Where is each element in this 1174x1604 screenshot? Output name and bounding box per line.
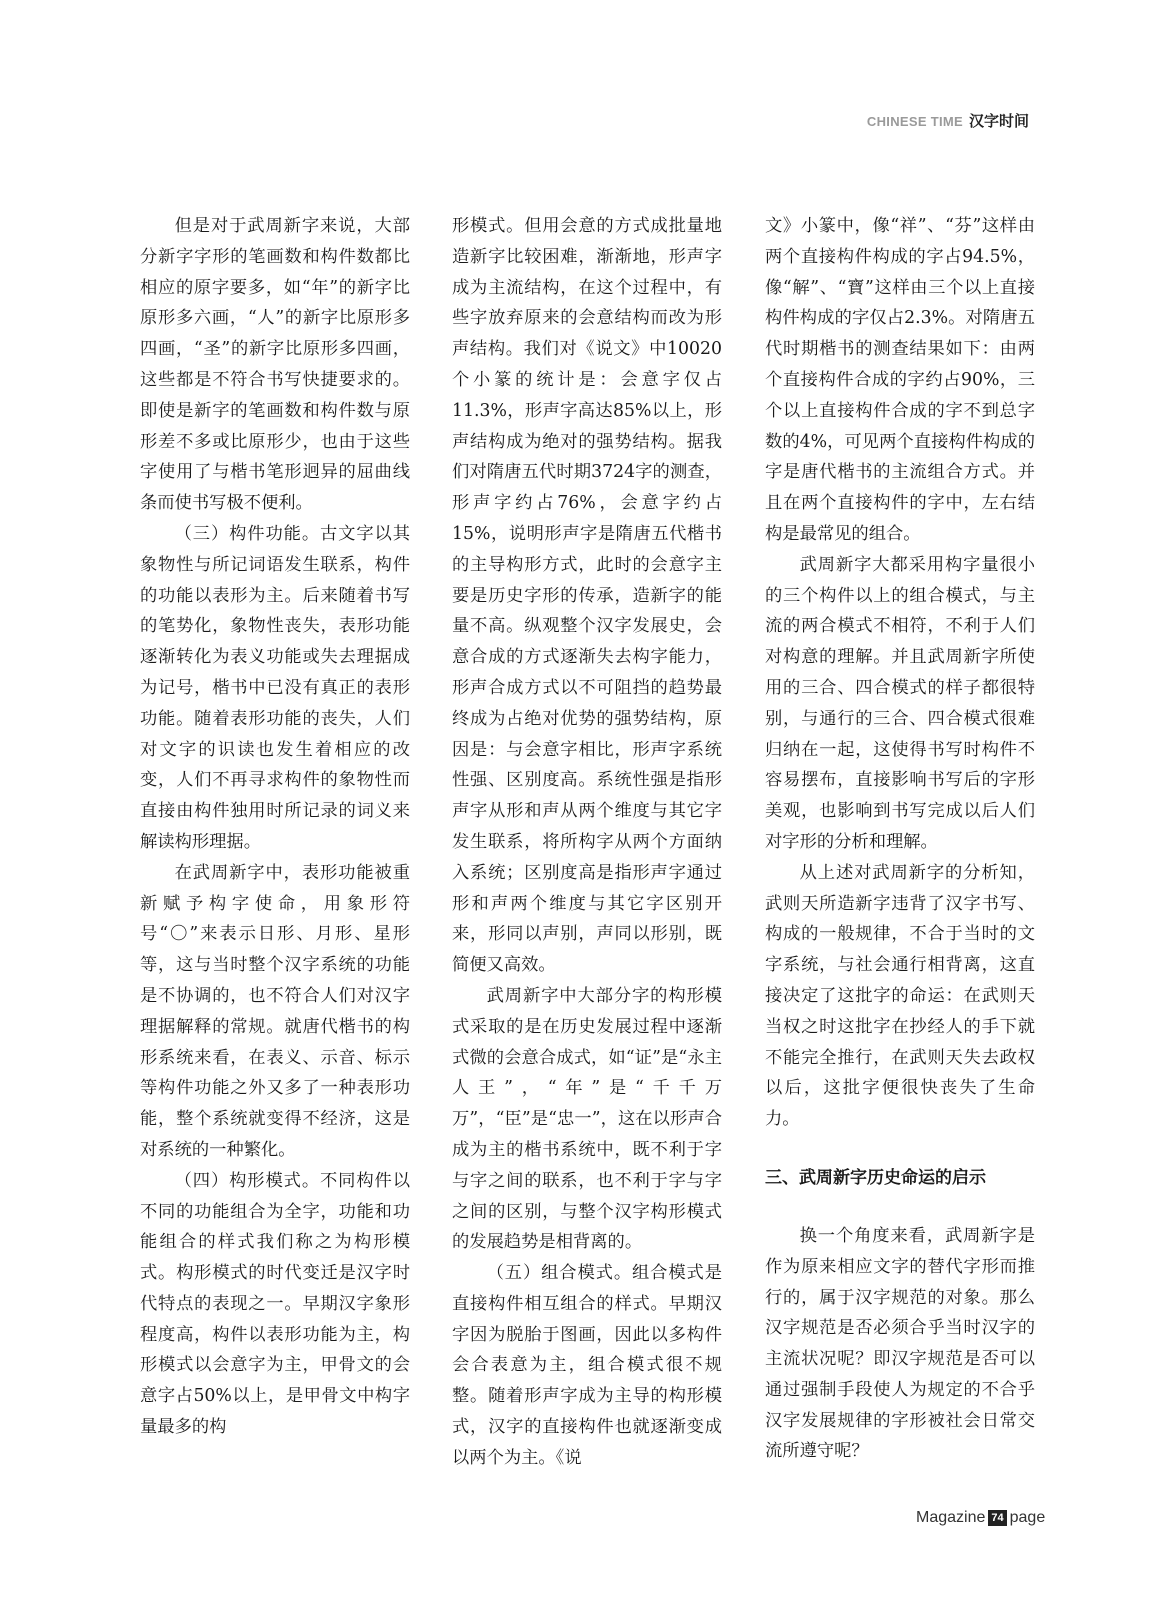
page-number-badge: 74 — [988, 1510, 1006, 1526]
paragraph: 但是对于武周新字来说，大部分新字字形的笔画数和构件数都比相应的原字要多，如“年”的新字比原形多六画，“人”的新字比原形多四画，“圣”的新字比原形多四画，这些都是不符合书写快捷要求的。即使是新字的笔画数和构件数与原形差不多或比原形少，也由于这些字使用了与楷书笔形迥异的屈曲线条而使书写极不便利。 — [140, 216, 410, 514]
text-column-2 — [452, 211, 722, 1474]
text-column-3 — [765, 211, 1035, 1467]
text-column-1 — [140, 211, 410, 1443]
paragraph: 武周新字大都采用构字量很小的三个构件以上的组合模式，与主流的两合模式不相符，不利于人们对构意的理解。并且武周新字所使用的三合、四合模式的样子都很特别，与通行的三合、四合模式很难归纳在一起，这使得书写时构件不容易摆布，直接影响书写后的字形美观，也影响到书写完成以后人们对字形的分析和理解。 — [765, 554, 1035, 852]
header-english-title: CHINESE TIME — [866, 114, 963, 129]
running-header — [867, 110, 1029, 131]
paragraph: 在武周新字中，表形功能被重新赋予构字使命，用象形符号“〇”来表示日形、月形、星形等，这与当时整个汉字系统的功能是不协调的，也不符合人们对汉字理据解释的常规。就唐代楷书的构形系统来看，在表义、示音、标示等构件功能之外又多了一种表形功能，整个系统就变得不经济，这是对系统的一种繁化。 — [140, 862, 410, 1160]
footer-page-label: page — [1009, 1509, 1046, 1526]
paragraph: （三）构件功能。古文字以其象物性与所记词语发生联系，构件的功能以表形为主。后来随着书写的笔势化，象物性丧失，表形功能逐渐转化为表义功能或失去理据成为记号，楷书中已没有真正的表形功能。随着表形功能的丧失，人们对文字的识读也发生着相应的改变，人们不再寻求构件的象物性而直接由构件独用时所记录的词义来解读构形理据。 — [140, 523, 410, 852]
paragraph: 形模式。但用会意的方式成批量地造新字比较困难，渐渐地，形声字成为主流结构，在这个过程中，有些字放弃原来的会意结构而改为形声结构。我们对《说文》中10020个小篆的统计是：会意字仅占11.3%，形声字高达85%以上，形声结构成为绝对的强势结构。据我们对隋唐五代时期3724字的测查，形声字约占76%，会意字约占15%，说明形声字是隋唐五代楷书的主导构形方式，此时的会意字主要是历史字形的传承，造新字的能量不高。纵观整个汉字发展史，会意合成的方式逐渐失去构字能力，形声合成方式以不可阻挡的趋势最终成为占绝对优势的强势结构，原因是：与会意字相比，形声字系统性强、区别度高。系统性强是指形声字从形和声从两个维度与其它字发生联系，将所构字从两个方面纳入系统；区别度高是指形声字通过形和声两个维度与其它字区别开来，形同以声别，声同以形别，既简便又高效。 — [452, 216, 722, 976]
header-chinese-title: 汉字时间 — [968, 112, 1029, 130]
paragraph: 文》小篆中，像“祥”、“芬”这样由两个直接构件构成的字占94.5%，像“解”、“寶”这样由三个以上直接构件构成的字仅占2.3%。对隋唐五代时期楷书的测查结果如下：由两个直接构件合成的字约占90%，三个以上直接构件合成的字不到总字数的4%，可见两个直接构件构成的字是唐代楷书的主流组合方式。并且在两个直接构件的字中，左右结构是最常见的组合。 — [765, 216, 1035, 544]
section-heading: 三、武周新字历史命运的启示 — [765, 1167, 986, 1188]
footer-magazine-label: Magazine — [916, 1509, 986, 1526]
paragraph: 武周新字中大部分字的构形模式采取的是在历史发展过程中逐渐式微的会意合成式，如“证”是“永主人王”，“年”是“千千万万”，“臣”是“忠一”，这在以形声合成为主的楷书系统中，既不利于字与字之间的联系，也不利于字与字之间的区别，与整个汉字构形模式的发展趋势是相背离的。 — [452, 985, 722, 1253]
paragraph: 换一个角度来看，武周新字是作为原来相应文字的替代字形而推行的，属于汉字规范的对象。那么汉字规范是否必须合乎当时汉字的主流状况呢？即汉字规范是否可以通过强制手段使人为规定的不合乎汉字发展规律的字形被社会日常交流所遵守呢？ — [765, 1225, 1035, 1462]
paragraph: 从上述对武周新字的分析知，武则天所造新字违背了汉字书写、构成的一般规律，不合于当时的文字系统，与社会通行相背离，这直接决定了这批字的命运：在武则天当权之时这批字在抄经人的手下就不能完全推行，在武则天失去政权以后，这批字便很快丧失了生命力。 — [765, 862, 1035, 1130]
page-footer — [916, 1509, 1045, 1527]
paragraph: （五）组合模式。组合模式是直接构件相互组合的样式。早期汉字因为脱胎于图画，因此以多构件会合表意为主，组合模式很不规整。随着形声字成为主导的构形模式，汉字的直接构件也就逐渐变成以两个为主。《说 — [452, 1263, 722, 1468]
paragraph: （四）构形模式。不同构件以不同的功能组合为全字，功能和功能组合的样式我们称之为构形模式。构形模式的时代变迁是汉字时代特点的表现之一。早期汉字象形程度高，构件以表形功能为主，构形模式以会意字为主，甲骨文的会意字占50%以上，是甲骨文中构字量最多的构 — [140, 1170, 410, 1438]
